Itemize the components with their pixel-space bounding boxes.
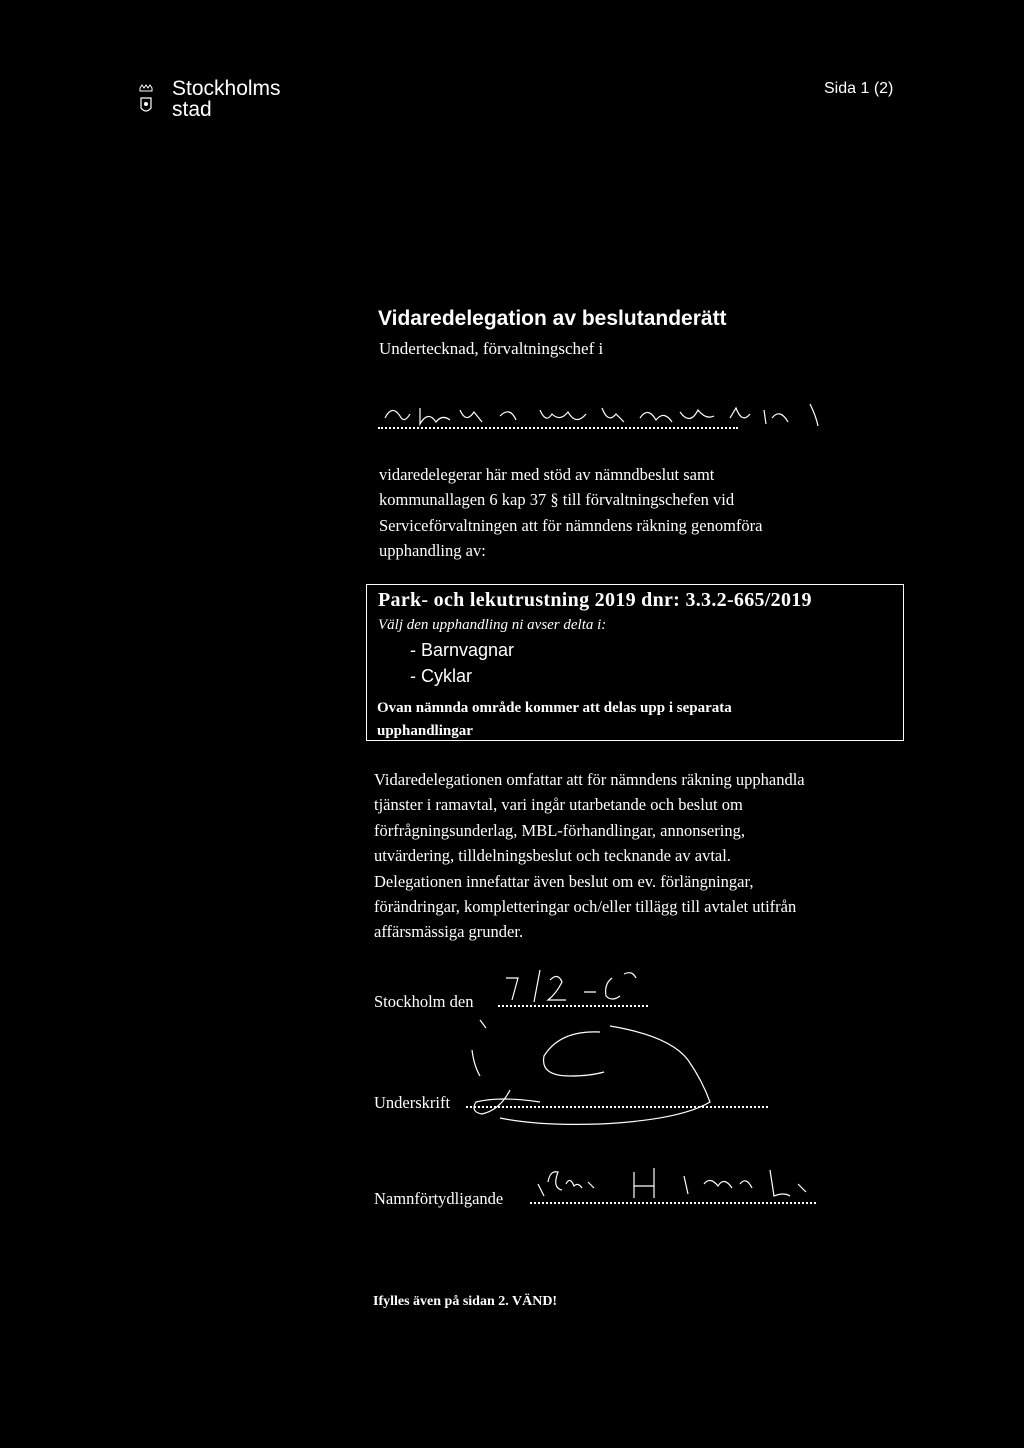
scope-paragraph [374, 767, 914, 945]
document-subtitle: Undertecknad, förvaltningschef i [379, 339, 604, 358]
signer-org-handwriting [380, 396, 840, 432]
procurement-item: - Barnvagnar [410, 640, 515, 660]
scope-line: förfrågningsunderlag, MBL-förhandlingar, annonsering, [374, 820, 745, 840]
intro-line: kommunallagen 6 kap 37 § till förvaltningschefen vid [379, 490, 735, 510]
scope-line: Delegationen innefattar även beslut om ev. förlängningar, [374, 871, 754, 891]
procurement-title: Park- och lekutrustning 2019 dnr: 3.3.2-665/2019 [378, 589, 812, 611]
logo-wordmark [172, 78, 281, 120]
procurement-note-line: Ovan nämnda område kommer att delas upp i separata [377, 700, 732, 716]
scope-line: utvärdering, tilldelningsbeslut och tecknande av avtal. [374, 846, 731, 866]
scope-line: affärsmässiga grunder. [374, 922, 524, 942]
scope-line: förändringar, kompletteringar och/eller tillägg till avtalet utifrån [374, 897, 797, 917]
signature-scribble [440, 1010, 740, 1130]
name-handwriting [534, 1162, 824, 1204]
place-date-label: Stockholm den [374, 992, 474, 1011]
name-clarification-label: Namnförtydligande [374, 1189, 504, 1208]
procurement-item: - Cyklar [410, 666, 472, 686]
logo-line-1: Stockholms [172, 77, 281, 100]
intro-line: vidaredelegerar här med stöd av nämndbeslut samt [379, 465, 715, 484]
date-handwriting [500, 966, 650, 1006]
signature-label: Underskrift [374, 1093, 451, 1112]
footer-note: Ifylles även på sidan 2. VÄND! [373, 1294, 558, 1309]
logo-line-2: stad [172, 98, 212, 121]
scope-line: Vidaredelegationen omfattar att för nämndens räkning upphandla [374, 770, 805, 789]
scope-line: tjänster i ramavtal, vari ingår utarbetande och beslut om [374, 795, 743, 815]
intro-line: upphandling av: [379, 541, 486, 561]
intro-paragraph [379, 462, 879, 564]
procurement-hint: Välj den upphandling ni avser delta i: [378, 617, 607, 633]
page-number: Sida 1 (2) [824, 80, 894, 97]
document-title: Vidaredelegation av beslutanderätt [378, 307, 727, 330]
procurement-note [377, 697, 877, 743]
intro-line: Serviceförvaltningen att för nämndens räkning genomföra [379, 515, 763, 535]
stockholm-crown-logo-icon [138, 84, 154, 118]
procurement-note-line: upphandlingar [377, 723, 473, 739]
